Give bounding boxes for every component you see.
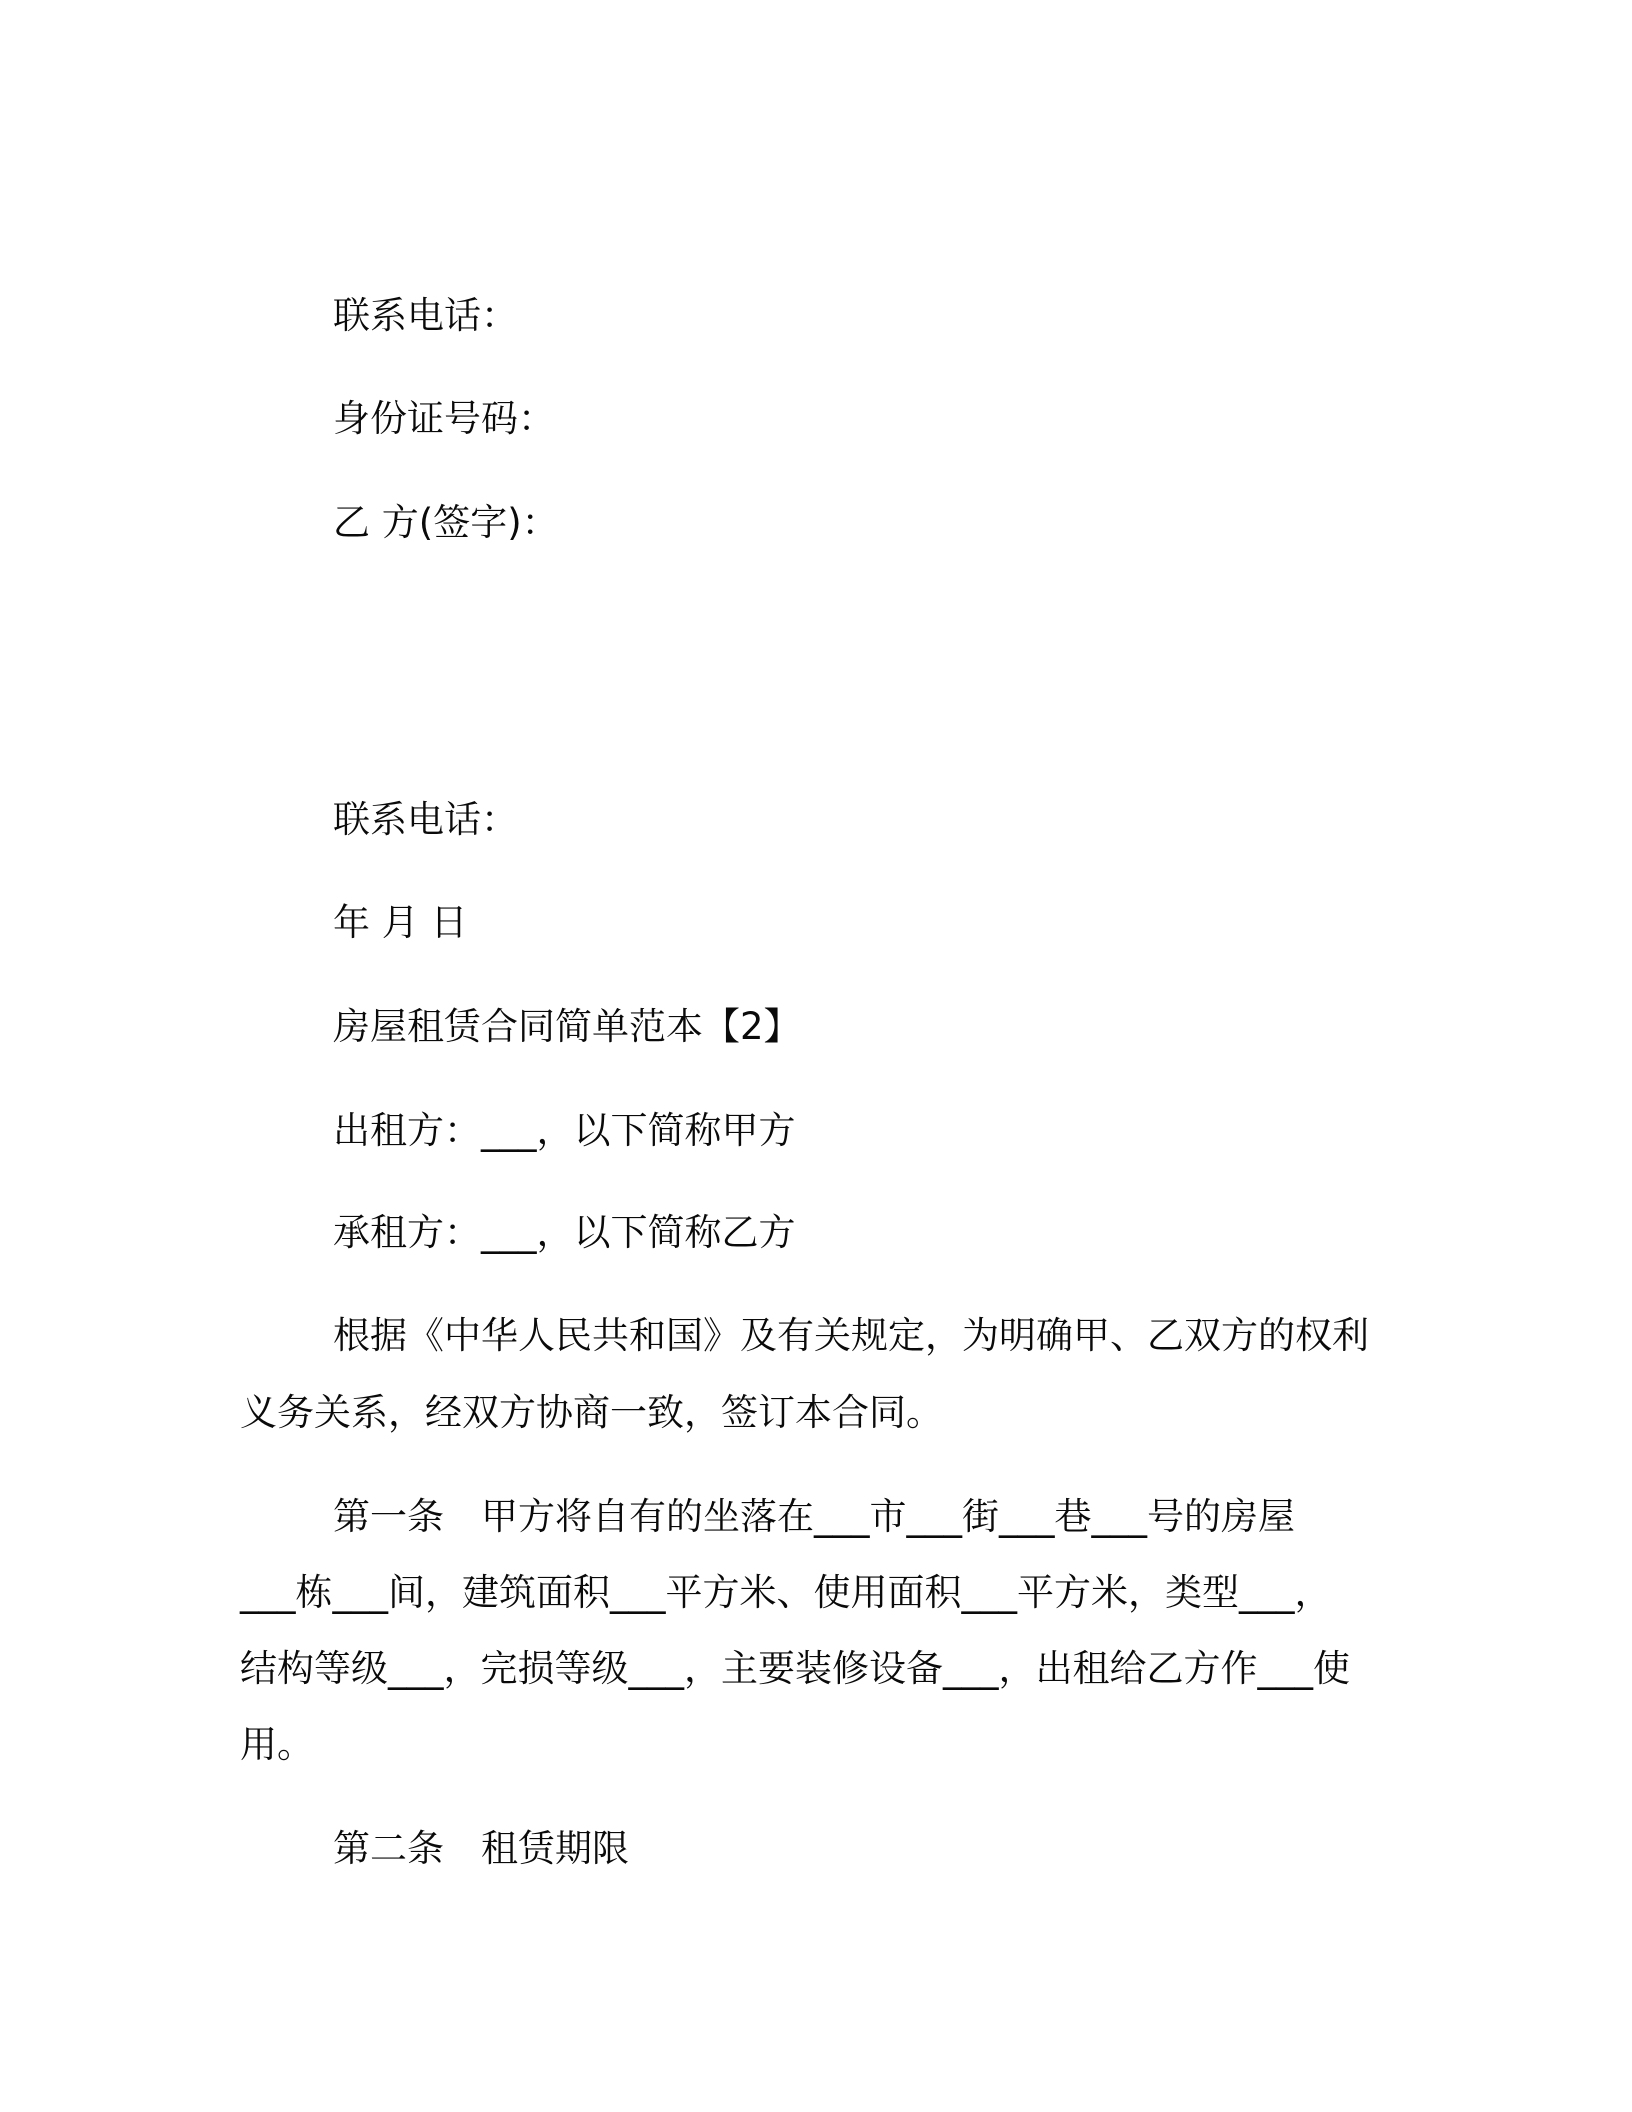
article-1-line: 结构等级___，完损等级___，主要装修设备___，出租给乙方作___使 [240, 1647, 1350, 1690]
contact-phone-label: 联系电话： [333, 294, 518, 337]
preamble-line: 根据《中华人民共和国》及有关规定，为明确甲、乙双方的权利 [333, 1314, 1369, 1357]
id-number-label: 身份证号码： [333, 397, 555, 440]
article-1-line: 第一条 甲方将自有的坐落在___市___街___巷___号的房屋 [333, 1495, 1295, 1538]
lessor-line: 出租方：___，以下简称甲方 [333, 1109, 796, 1152]
article-1-line: ___栋___间，建筑面积___平方米、使用面积___平方米，类型___， [240, 1571, 1332, 1614]
lessee-line: 承租方：___，以下简称乙方 [333, 1211, 796, 1254]
preamble-line: 义务关系，经双方协商一致，签订本合同。 [240, 1391, 943, 1434]
contact-phone-label-2: 联系电话： [333, 798, 518, 841]
contract-title: 房屋租赁合同简单范本【2】 [333, 1005, 801, 1048]
party-b-signature-label: 乙 方(签字)： [333, 501, 559, 544]
date-line: 年 月 日 [333, 901, 468, 944]
article-2-heading: 第二条 租赁期限 [333, 1827, 629, 1870]
article-1-line: 用。 [240, 1723, 314, 1766]
